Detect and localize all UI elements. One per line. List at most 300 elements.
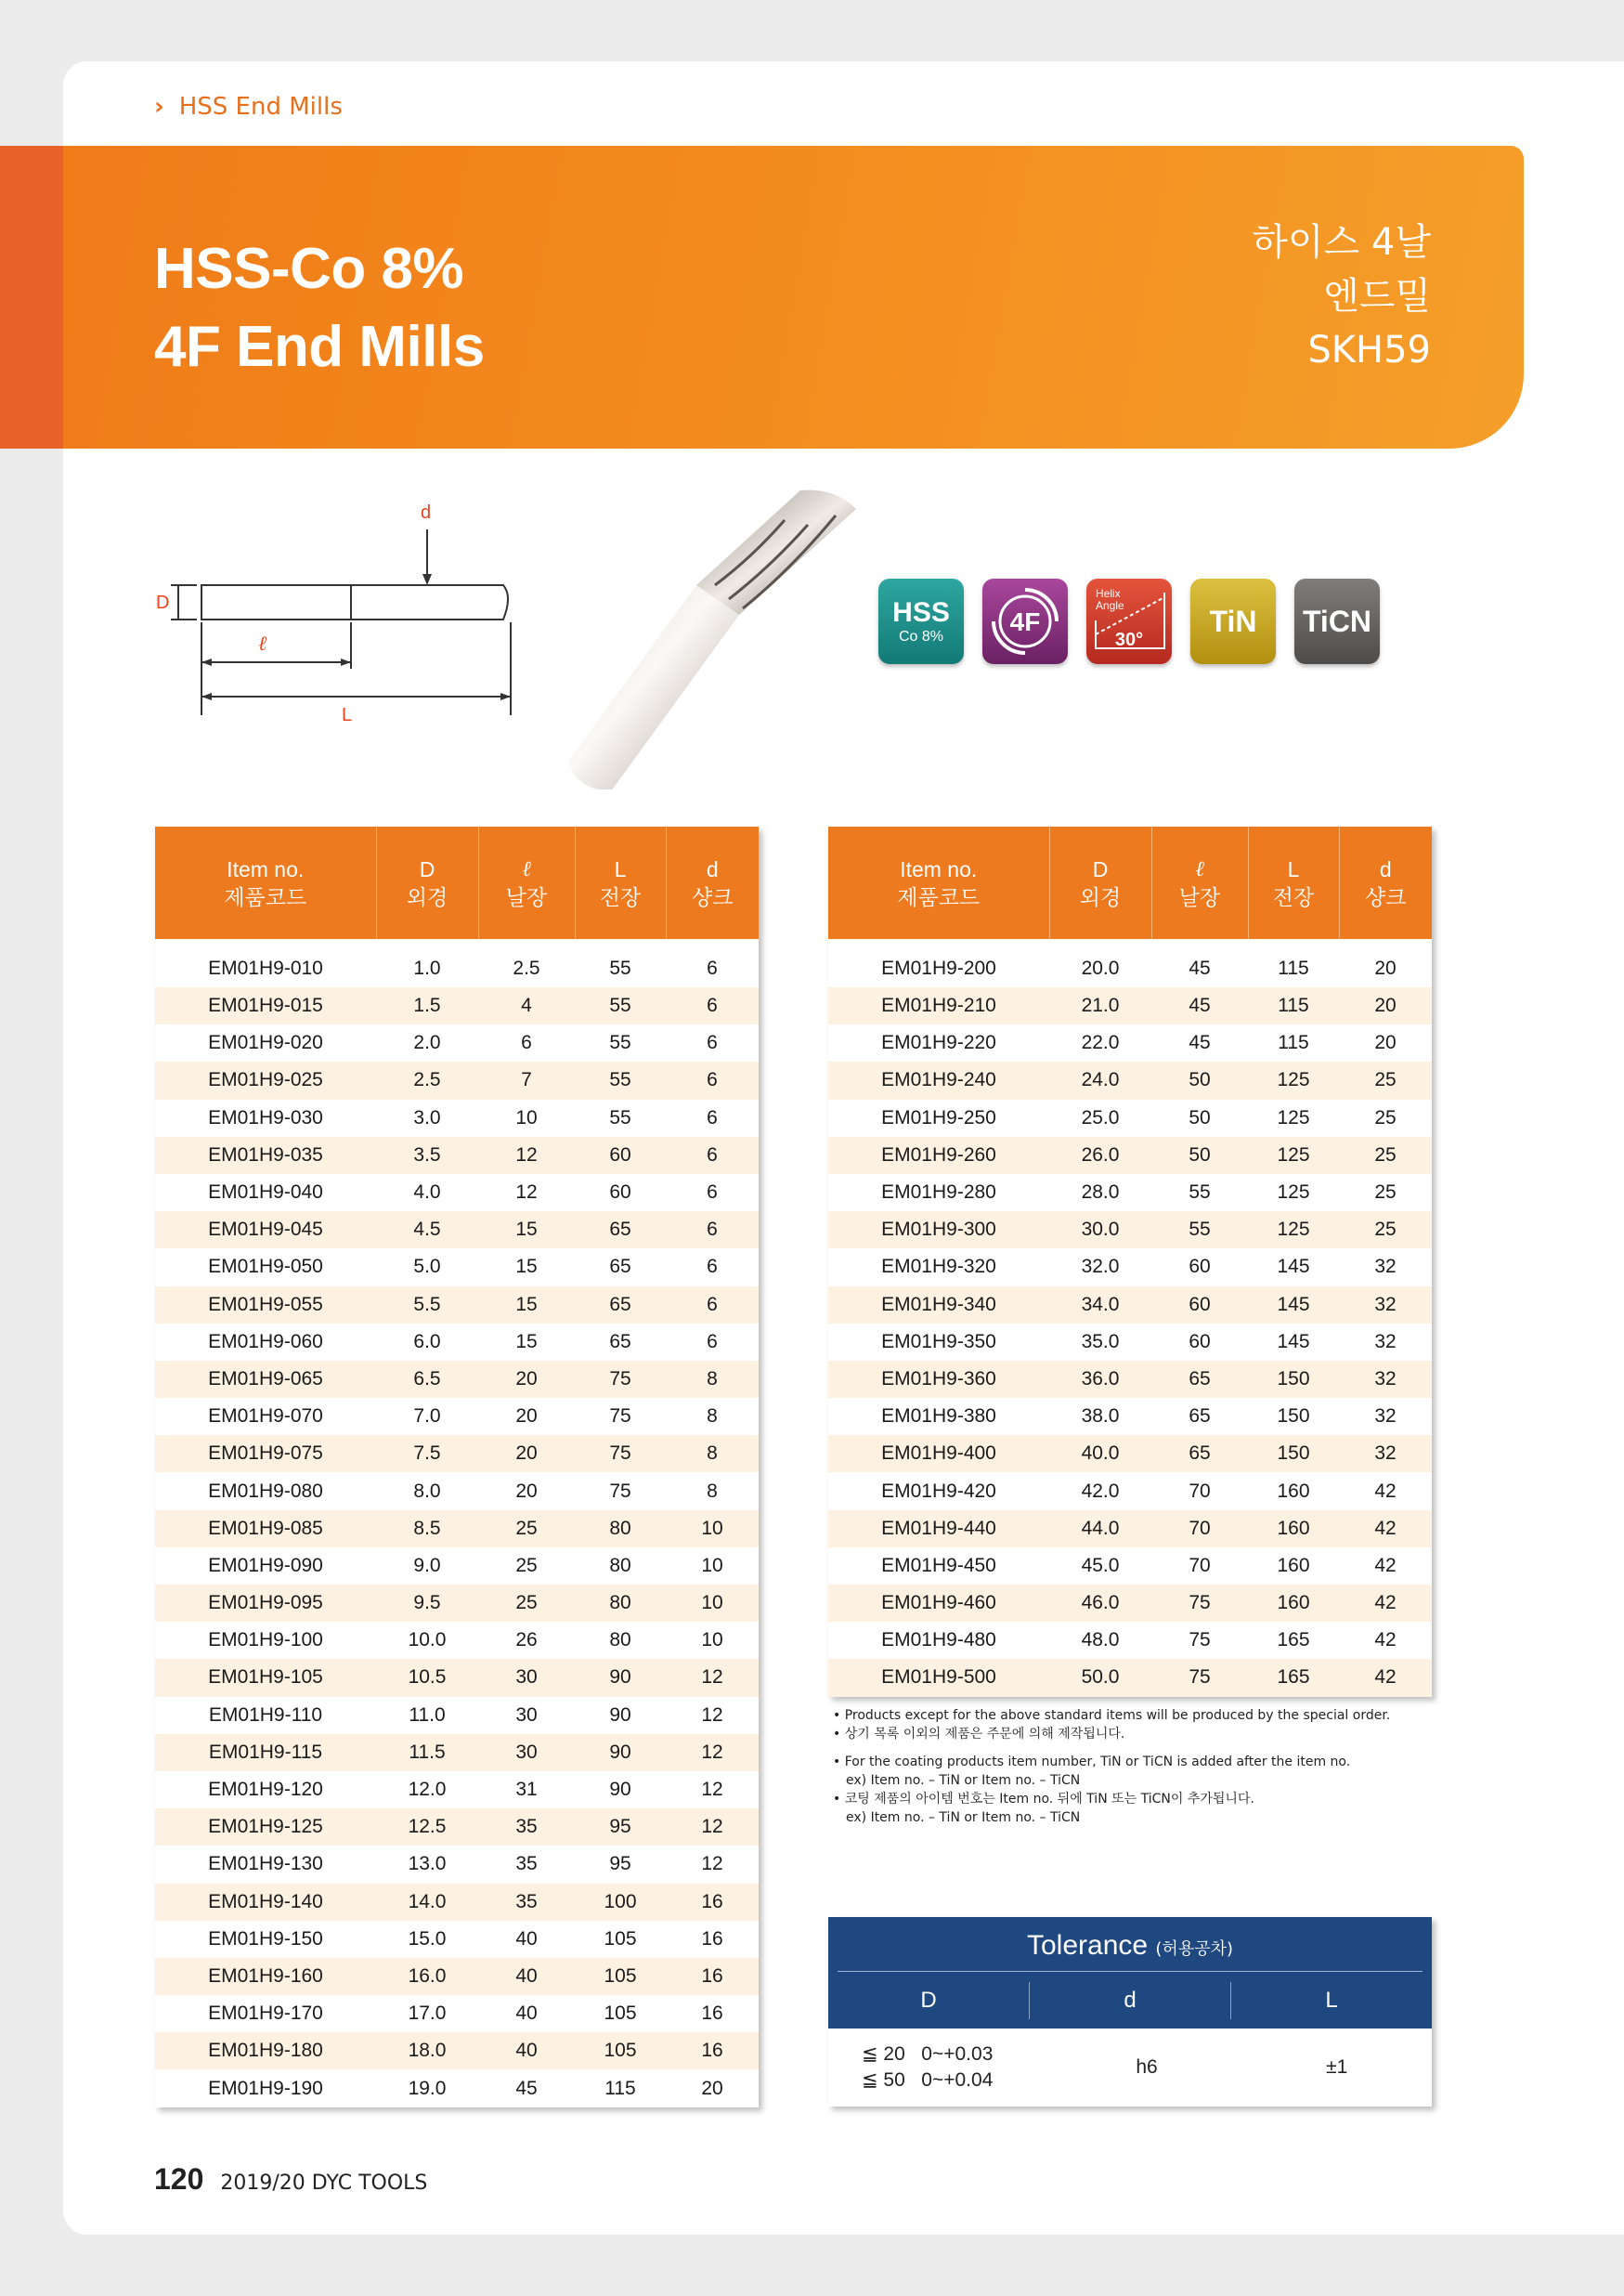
- table-row: [155, 1024, 759, 1062]
- cell-flute-length: 4: [478, 987, 575, 1024]
- cell-shank: 25: [1339, 1062, 1432, 1099]
- cell-flute-length: 45: [1151, 987, 1248, 1024]
- cell-item-no: EM01H9-360: [828, 1361, 1049, 1398]
- cell-shank: 42: [1339, 1547, 1432, 1585]
- cell-diameter: 2.5: [376, 1062, 478, 1099]
- note-coating-en: • For the coating products item number, TiN or TiCN is added after the item no.: [833, 1755, 1351, 1769]
- table-row: [155, 1435, 759, 1472]
- cell-flute-length: 65: [1151, 1398, 1248, 1435]
- spec-table-right: [828, 827, 1432, 1697]
- cell-overall-length: 75: [575, 1472, 666, 1509]
- cell-item-no: EM01H9-120: [155, 1771, 376, 1808]
- table-row: [155, 1211, 759, 1248]
- cell-diameter: 50.0: [1049, 1659, 1151, 1696]
- table-row: [155, 1398, 759, 1435]
- cell-diameter: 5.0: [376, 1248, 478, 1285]
- order-notes: [833, 1706, 1390, 1827]
- cell-flute-length: 75: [1151, 1585, 1248, 1622]
- cell-overall-length: 80: [575, 1547, 666, 1585]
- cell-flute-length: 20: [478, 1472, 575, 1509]
- helix-label-1: Helix: [1096, 587, 1121, 600]
- cell-diameter: 12.0: [376, 1771, 478, 1808]
- cell-shank: 6: [666, 1248, 759, 1285]
- tolerance-col-D: D: [920, 1988, 937, 2013]
- header-shank: d 샹크: [1339, 827, 1432, 939]
- cell-item-no: EM01H9-110: [155, 1697, 376, 1734]
- cell-item-no: EM01H9-190: [155, 2069, 376, 2107]
- cell-diameter: 9.5: [376, 1585, 478, 1622]
- cell-shank: 32: [1339, 1248, 1432, 1285]
- cell-diameter: 42.0: [1049, 1472, 1151, 1509]
- cell-diameter: 17.0: [376, 1995, 478, 2032]
- cell-overall-length: 105: [575, 1958, 666, 1995]
- cell-shank: 6: [666, 939, 759, 987]
- hss-badge: [878, 579, 964, 664]
- table-row: [155, 939, 759, 987]
- cell-item-no: EM01H9-170: [155, 1995, 376, 2032]
- cell-overall-length: 90: [575, 1659, 666, 1696]
- table-row: [828, 1585, 1432, 1622]
- table-row: [828, 987, 1432, 1024]
- cell-shank: 32: [1339, 1361, 1432, 1398]
- tolerance-header: [828, 1917, 1432, 2029]
- cell-shank: 12: [666, 1659, 759, 1696]
- cell-diameter: 35.0: [1049, 1324, 1151, 1361]
- cell-diameter: 7.0: [376, 1398, 478, 1435]
- table-row: [828, 1248, 1432, 1285]
- cell-diameter: 48.0: [1049, 1622, 1151, 1659]
- cell-diameter: 4.5: [376, 1211, 478, 1248]
- cell-overall-length: 105: [575, 1995, 666, 2032]
- table-row: [155, 1472, 759, 1509]
- cell-diameter: 36.0: [1049, 1361, 1151, 1398]
- cell-flute-length: 15: [478, 1286, 575, 1324]
- tolerance-values-row: [828, 2029, 1432, 2107]
- tolerance-title-kr: (허용공차): [1155, 1939, 1234, 1959]
- cell-item-no: EM01H9-500: [828, 1659, 1049, 1696]
- cell-overall-length: 115: [1248, 987, 1339, 1024]
- cell-shank: 42: [1339, 1659, 1432, 1696]
- cell-overall-length: 125: [1248, 1062, 1339, 1099]
- cell-overall-length: 75: [575, 1361, 666, 1398]
- tolerance-col-d: d: [1029, 1982, 1230, 2019]
- cell-flute-length: 6: [478, 1024, 575, 1062]
- table-header-row: [828, 827, 1432, 939]
- cell-shank: 6: [666, 1211, 759, 1248]
- cell-item-no: EM01H9-125: [155, 1808, 376, 1846]
- cell-flute-length: 10: [478, 1100, 575, 1137]
- section-label: HSS End Mills: [178, 93, 343, 121]
- cell-overall-length: 65: [575, 1286, 666, 1324]
- cell-shank: 32: [1339, 1324, 1432, 1361]
- cell-overall-length: 125: [1248, 1174, 1339, 1211]
- table-row: [155, 1958, 759, 1995]
- cell-flute-length: 55: [1151, 1211, 1248, 1248]
- cell-overall-length: 55: [575, 1024, 666, 1062]
- cell-shank: 12: [666, 1846, 759, 1883]
- cell-flute-length: 12: [478, 1137, 575, 1174]
- cell-item-no: EM01H9-085: [155, 1510, 376, 1547]
- table-row: [828, 1659, 1432, 1696]
- cell-item-no: EM01H9-105: [155, 1659, 376, 1696]
- cell-diameter: 7.5: [376, 1435, 478, 1472]
- cell-item-no: EM01H9-140: [155, 1884, 376, 1921]
- section-breadcrumb: [154, 93, 343, 121]
- cell-flute-length: 60: [1151, 1324, 1248, 1361]
- cell-flute-length: 40: [478, 2032, 575, 2069]
- cell-diameter: 24.0: [1049, 1062, 1151, 1099]
- cell-shank: 16: [666, 1921, 759, 1958]
- cell-diameter: 6.5: [376, 1361, 478, 1398]
- tolerance-table: [828, 1917, 1432, 2107]
- cell-flute-length: 60: [1151, 1248, 1248, 1285]
- cell-diameter: 30.0: [1049, 1211, 1151, 1248]
- note-coating-kr-example: ex) Item no. – TiN or Item no. – TiCN: [846, 1810, 1081, 1825]
- cell-shank: 20: [1339, 939, 1432, 987]
- cell-diameter: 4.0: [376, 1174, 478, 1211]
- table-row: [155, 1248, 759, 1285]
- table-row: [155, 1510, 759, 1547]
- tolerance-title: Tolerance (허용공차): [1026, 1930, 1234, 1961]
- table-row: [155, 1659, 759, 1696]
- cell-shank: 16: [666, 2032, 759, 2069]
- cell-item-no: EM01H9-460: [828, 1585, 1049, 1622]
- cell-overall-length: 95: [575, 1808, 666, 1846]
- cell-shank: 25: [1339, 1211, 1432, 1248]
- table-row: [155, 1174, 759, 1211]
- hss-badge-title: HSS: [892, 597, 950, 628]
- cell-item-no: EM01H9-250: [828, 1100, 1049, 1137]
- cell-flute-length: 20: [478, 1435, 575, 1472]
- cell-shank: 20: [1339, 1024, 1432, 1062]
- korean-title: [1252, 215, 1431, 377]
- cell-flute-length: 35: [478, 1808, 575, 1846]
- header-item-no: Item no. 제품코드: [828, 827, 1049, 939]
- helix-angle-icon: [1086, 579, 1172, 664]
- ticn-coating-badge: TiCN: [1294, 579, 1380, 664]
- cell-shank: 10: [666, 1585, 759, 1622]
- cell-overall-length: 160: [1248, 1510, 1339, 1547]
- header-diameter: D 외경: [376, 827, 478, 939]
- table-row: [155, 1921, 759, 1958]
- cell-diameter: 20.0: [1049, 939, 1151, 987]
- cell-diameter: 18.0: [376, 2032, 478, 2069]
- cell-diameter: 22.0: [1049, 1024, 1151, 1062]
- tolerance-d-value: h6: [1136, 2056, 1158, 2078]
- cell-shank: 12: [666, 1697, 759, 1734]
- cell-overall-length: 145: [1248, 1248, 1339, 1285]
- cell-flute-length: 20: [478, 1398, 575, 1435]
- cell-shank: 6: [666, 987, 759, 1024]
- table-row: [155, 1547, 759, 1585]
- cell-item-no: EM01H9-025: [155, 1062, 376, 1099]
- cell-shank: 10: [666, 1510, 759, 1547]
- cell-shank: 8: [666, 1361, 759, 1398]
- cell-diameter: 6.0: [376, 1324, 478, 1361]
- cell-shank: 8: [666, 1435, 759, 1472]
- table-row: [155, 1697, 759, 1734]
- table-row: [828, 1622, 1432, 1659]
- cell-item-no: EM01H9-220: [828, 1024, 1049, 1062]
- cell-item-no: EM01H9-450: [828, 1547, 1049, 1585]
- table-row: [155, 1995, 759, 2032]
- table-row: [828, 1361, 1432, 1398]
- cell-item-no: EM01H9-055: [155, 1286, 376, 1324]
- end-mill-image: [557, 483, 873, 789]
- cell-diameter: 14.0: [376, 1884, 478, 1921]
- cell-diameter: 34.0: [1049, 1286, 1151, 1324]
- cell-flute-length: 40: [478, 1958, 575, 1995]
- table-row: [828, 1024, 1432, 1062]
- cell-item-no: EM01H9-480: [828, 1622, 1049, 1659]
- cell-item-no: EM01H9-150: [155, 1921, 376, 1958]
- cell-overall-length: 80: [575, 1622, 666, 1659]
- cell-diameter: 19.0: [376, 2069, 478, 2107]
- spec-table-left: [155, 827, 759, 2107]
- cell-item-no: EM01H9-095: [155, 1585, 376, 1622]
- cell-item-no: EM01H9-300: [828, 1211, 1049, 1248]
- cell-flute-length: 15: [478, 1248, 575, 1285]
- header-flute-length: ℓ 날장: [478, 827, 575, 939]
- cell-diameter: 40.0: [1049, 1435, 1151, 1472]
- cell-flute-length: 7: [478, 1062, 575, 1099]
- label-overall-length: L: [342, 705, 353, 725]
- note-special-order-kr: • 상기 목록 이외의 제품은 주문에 의해 제작됩니다.: [833, 1727, 1125, 1742]
- cell-shank: 16: [666, 1995, 759, 2032]
- cell-flute-length: 20: [478, 1361, 575, 1398]
- table-row: [155, 1286, 759, 1324]
- cell-diameter: 2.0: [376, 1024, 478, 1062]
- cell-overall-length: 160: [1248, 1585, 1339, 1622]
- cell-item-no: EM01H9-160: [155, 1958, 376, 1995]
- cell-flute-length: 35: [478, 1884, 575, 1921]
- table-row: [828, 1100, 1432, 1137]
- cell-item-no: EM01H9-340: [828, 1286, 1049, 1324]
- cell-item-no: EM01H9-040: [155, 1174, 376, 1211]
- cell-shank: 6: [666, 1174, 759, 1211]
- feature-badges: [878, 579, 1380, 664]
- tolerance-col-L: L: [1230, 1982, 1432, 2019]
- cell-overall-length: 95: [575, 1846, 666, 1883]
- cell-item-no: EM01H9-080: [155, 1472, 376, 1509]
- cell-overall-length: 150: [1248, 1435, 1339, 1472]
- cell-overall-length: 115: [1248, 939, 1339, 987]
- cell-diameter: 8.5: [376, 1510, 478, 1547]
- cell-overall-length: 165: [1248, 1622, 1339, 1659]
- cell-flute-length: 45: [1151, 1024, 1248, 1062]
- cell-flute-length: 30: [478, 1659, 575, 1696]
- cell-shank: 16: [666, 1884, 759, 1921]
- korean-title-line-1: 하이스 4날: [1252, 221, 1431, 264]
- cell-diameter: 21.0: [1049, 987, 1151, 1024]
- table-row: [828, 1174, 1432, 1211]
- cell-shank: 6: [666, 1286, 759, 1324]
- table-row: [155, 1062, 759, 1099]
- cell-item-no: EM01H9-115: [155, 1734, 376, 1771]
- cell-shank: 32: [1339, 1286, 1432, 1324]
- cell-item-no: EM01H9-090: [155, 1547, 376, 1585]
- cell-overall-length: 65: [575, 1211, 666, 1248]
- cell-overall-length: 125: [1248, 1211, 1339, 1248]
- table-header-row: [155, 827, 759, 939]
- header-overall-length: L 전장: [575, 827, 666, 939]
- label-shank-d: d: [421, 502, 432, 523]
- cell-overall-length: 65: [575, 1324, 666, 1361]
- cell-diameter: 9.0: [376, 1547, 478, 1585]
- cell-overall-length: 145: [1248, 1286, 1339, 1324]
- four-flute-badge: [982, 579, 1068, 664]
- cell-diameter: 10.5: [376, 1659, 478, 1696]
- cell-flute-length: 50: [1151, 1137, 1248, 1174]
- helix-label-2: Angle: [1096, 599, 1124, 612]
- cell-overall-length: 150: [1248, 1361, 1339, 1398]
- cell-diameter: 28.0: [1049, 1174, 1151, 1211]
- cell-overall-length: 115: [1248, 1024, 1339, 1062]
- chevron-right-icon: ›: [154, 93, 164, 121]
- cell-flute-length: 45: [478, 2069, 575, 2107]
- cell-overall-length: 75: [575, 1435, 666, 1472]
- table-row: [155, 1771, 759, 1808]
- cell-overall-length: 100: [575, 1884, 666, 1921]
- cell-item-no: EM01H9-200: [828, 939, 1049, 987]
- cell-flute-length: 65: [1151, 1361, 1248, 1398]
- tin-coating-badge: TiN: [1190, 579, 1276, 664]
- cell-flute-length: 40: [478, 1995, 575, 2032]
- cell-flute-length: 30: [478, 1697, 575, 1734]
- cell-shank: 42: [1339, 1622, 1432, 1659]
- header-shank: d 샹크: [666, 827, 759, 939]
- cell-shank: 32: [1339, 1398, 1432, 1435]
- cell-diameter: 3.0: [376, 1100, 478, 1137]
- cell-diameter: 38.0: [1049, 1398, 1151, 1435]
- note-special-order-en: • Products except for the above standard items will be produced by the special order.: [833, 1708, 1391, 1723]
- cell-diameter: 46.0: [1049, 1585, 1151, 1622]
- cell-item-no: EM01H9-075: [155, 1435, 376, 1472]
- cell-shank: 10: [666, 1622, 759, 1659]
- cell-diameter: 11.5: [376, 1734, 478, 1771]
- label-diameter-D: D: [156, 593, 170, 613]
- cell-item-no: EM01H9-320: [828, 1248, 1049, 1285]
- cell-item-no: EM01H9-010: [155, 939, 376, 987]
- table-row: [155, 1734, 759, 1771]
- table-row: [155, 1137, 759, 1174]
- cell-item-no: EM01H9-100: [155, 1622, 376, 1659]
- table-row: [155, 1585, 759, 1622]
- cell-item-no: EM01H9-280: [828, 1174, 1049, 1211]
- table-row: [155, 987, 759, 1024]
- cell-item-no: EM01H9-420: [828, 1472, 1049, 1509]
- cell-overall-length: 55: [575, 939, 666, 987]
- cell-shank: 25: [1339, 1100, 1432, 1137]
- table-row: [828, 1324, 1432, 1361]
- cell-shank: 16: [666, 1958, 759, 1995]
- cell-flute-length: 31: [478, 1771, 575, 1808]
- cell-shank: 42: [1339, 1472, 1432, 1509]
- tolerance-D-values: ≦ 20 0~+0.03 ≦ 50 0~+0.04: [862, 2043, 994, 2091]
- cell-overall-length: 80: [575, 1510, 666, 1547]
- cell-overall-length: 145: [1248, 1324, 1339, 1361]
- cell-flute-length: 75: [1151, 1659, 1248, 1696]
- cell-shank: 42: [1339, 1585, 1432, 1622]
- cell-diameter: 3.5: [376, 1137, 478, 1174]
- table-row: [828, 1510, 1432, 1547]
- cell-diameter: 5.5: [376, 1286, 478, 1324]
- cell-overall-length: 105: [575, 2032, 666, 2069]
- cell-overall-length: 90: [575, 1734, 666, 1771]
- cell-overall-length: 90: [575, 1771, 666, 1808]
- cell-overall-length: 55: [575, 1062, 666, 1099]
- cell-flute-length: 70: [1151, 1510, 1248, 1547]
- cell-item-no: EM01H9-015: [155, 987, 376, 1024]
- cell-item-no: EM01H9-210: [828, 987, 1049, 1024]
- cell-diameter: 16.0: [376, 1958, 478, 1995]
- cell-flute-length: 70: [1151, 1472, 1248, 1509]
- cell-shank: 12: [666, 1771, 759, 1808]
- cell-flute-length: 25: [478, 1585, 575, 1622]
- cell-overall-length: 80: [575, 1585, 666, 1622]
- cell-diameter: 26.0: [1049, 1137, 1151, 1174]
- table-row: [828, 1211, 1432, 1248]
- publication-name: 2019/20 DYC TOOLS: [220, 2172, 428, 2195]
- note-coating-kr: • 코팅 제품의 아이템 번호는 Item no. 뒤에 TiN 또는 TiCN이 추가됩니다.: [833, 1792, 1254, 1807]
- cell-shank: 12: [666, 1734, 759, 1771]
- cell-item-no: EM01H9-070: [155, 1398, 376, 1435]
- cell-flute-length: 75: [1151, 1622, 1248, 1659]
- cell-diameter: 1.5: [376, 987, 478, 1024]
- cell-shank: 20: [666, 2069, 759, 2107]
- cell-flute-length: 70: [1151, 1547, 1248, 1585]
- cell-diameter: 44.0: [1049, 1510, 1151, 1547]
- header-overall-length: L 전장: [1248, 827, 1339, 939]
- cell-shank: 20: [1339, 987, 1432, 1024]
- cell-overall-length: 105: [575, 1921, 666, 1958]
- cell-overall-length: 75: [575, 1398, 666, 1435]
- cell-item-no: EM01H9-035: [155, 1137, 376, 1174]
- cell-diameter: 10.0: [376, 1622, 478, 1659]
- table-row: [155, 1361, 759, 1398]
- cell-flute-length: 50: [1151, 1100, 1248, 1137]
- cell-shank: 6: [666, 1024, 759, 1062]
- cell-flute-length: 65: [1151, 1435, 1248, 1472]
- cell-overall-length: 60: [575, 1174, 666, 1211]
- table-row: [155, 1808, 759, 1846]
- cell-diameter: 32.0: [1049, 1248, 1151, 1285]
- helix-angle-badge: [1086, 579, 1172, 664]
- page-number: 120: [154, 2162, 204, 2196]
- four-flute-label: 4F: [1009, 607, 1041, 636]
- cell-item-no: EM01H9-240: [828, 1062, 1049, 1099]
- cell-flute-length: 35: [478, 1846, 575, 1883]
- title-line-1: HSS-Co 8%: [154, 237, 464, 301]
- cell-shank: 8: [666, 1472, 759, 1509]
- cell-diameter: 8.0: [376, 1472, 478, 1509]
- cell-overall-length: 65: [575, 1248, 666, 1285]
- label-flute-length: ℓ: [258, 633, 267, 656]
- cell-item-no: EM01H9-260: [828, 1137, 1049, 1174]
- hss-badge-subtitle: Co 8%: [898, 629, 944, 645]
- cell-diameter: 11.0: [376, 1697, 478, 1734]
- cell-item-no: EM01H9-045: [155, 1211, 376, 1248]
- table-row: [828, 1398, 1432, 1435]
- cell-shank: 6: [666, 1324, 759, 1361]
- cell-diameter: 1.0: [376, 939, 478, 987]
- cell-flute-length: 30: [478, 1734, 575, 1771]
- table-row: [828, 1062, 1432, 1099]
- cell-overall-length: 125: [1248, 1137, 1339, 1174]
- cell-item-no: EM01H9-400: [828, 1435, 1049, 1472]
- cell-overall-length: 160: [1248, 1547, 1339, 1585]
- cell-overall-length: 60: [575, 1137, 666, 1174]
